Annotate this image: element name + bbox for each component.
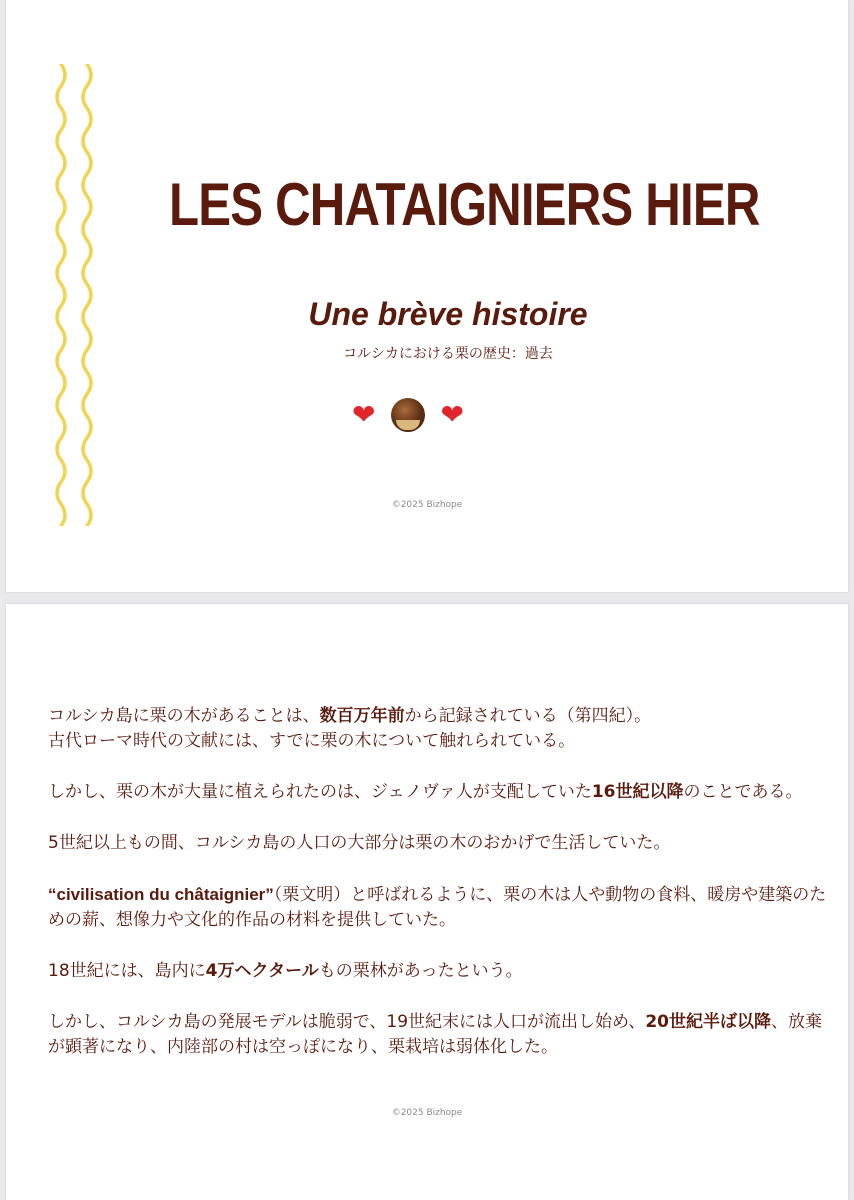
body-text (48, 704, 838, 1086)
content-slide (6, 604, 848, 1200)
slide-subtitle-japanese: コルシカにおける栗の歴史：過去 (343, 346, 553, 362)
chestnut-icon (391, 398, 425, 432)
heart-icon: ❤ (352, 398, 376, 431)
paragraph: しかし、栗の木が大量に植えられたのは、ジェノヴァ人が支配していた16世紀以降のことである。 (48, 782, 803, 802)
heart-icon: ❤ (440, 398, 464, 431)
paragraph: “civilisation du châtaignier”（栗文明）と呼ばれるように、栗の木は人や動物の食料、暖房や建築のための薪、想像力や文化的作品の材料を提供していた。 (48, 885, 827, 930)
slide-title: LES CHATAIGNIERS HIER (169, 171, 760, 238)
title-slide (6, 0, 848, 592)
emoji-row (352, 395, 464, 435)
paragraph: コルシカ島に栗の木があることは、数百万年前から記録されている（第四紀）。 古代ローマ時代の文献には、すでに栗の木について触れられている。 (48, 706, 652, 751)
slide-subtitle: Une brève histoire (308, 296, 588, 332)
copyright: ©2025 Bizhope (391, 500, 463, 510)
wavy-line-decoration (53, 64, 69, 526)
paragraph: しかし、コルシカ島の発展モデルは脆弱で、19世紀末には人口が流出し始め、20世紀半ば以降、放棄が顕著になり、内陸部の村は空っぽになり、栗栽培は弱体化した。 (48, 1012, 823, 1057)
paragraph: 18世紀には、島内に4万ヘクタールもの栗林があったという。 (48, 961, 523, 981)
paragraph: 5世紀以上もの間、コルシカ島の人口の大部分は栗の木のおかげで生活していた。 (48, 833, 671, 853)
wavy-line-decoration (79, 64, 95, 526)
copyright: ©2025 Bizhope (391, 1108, 463, 1118)
